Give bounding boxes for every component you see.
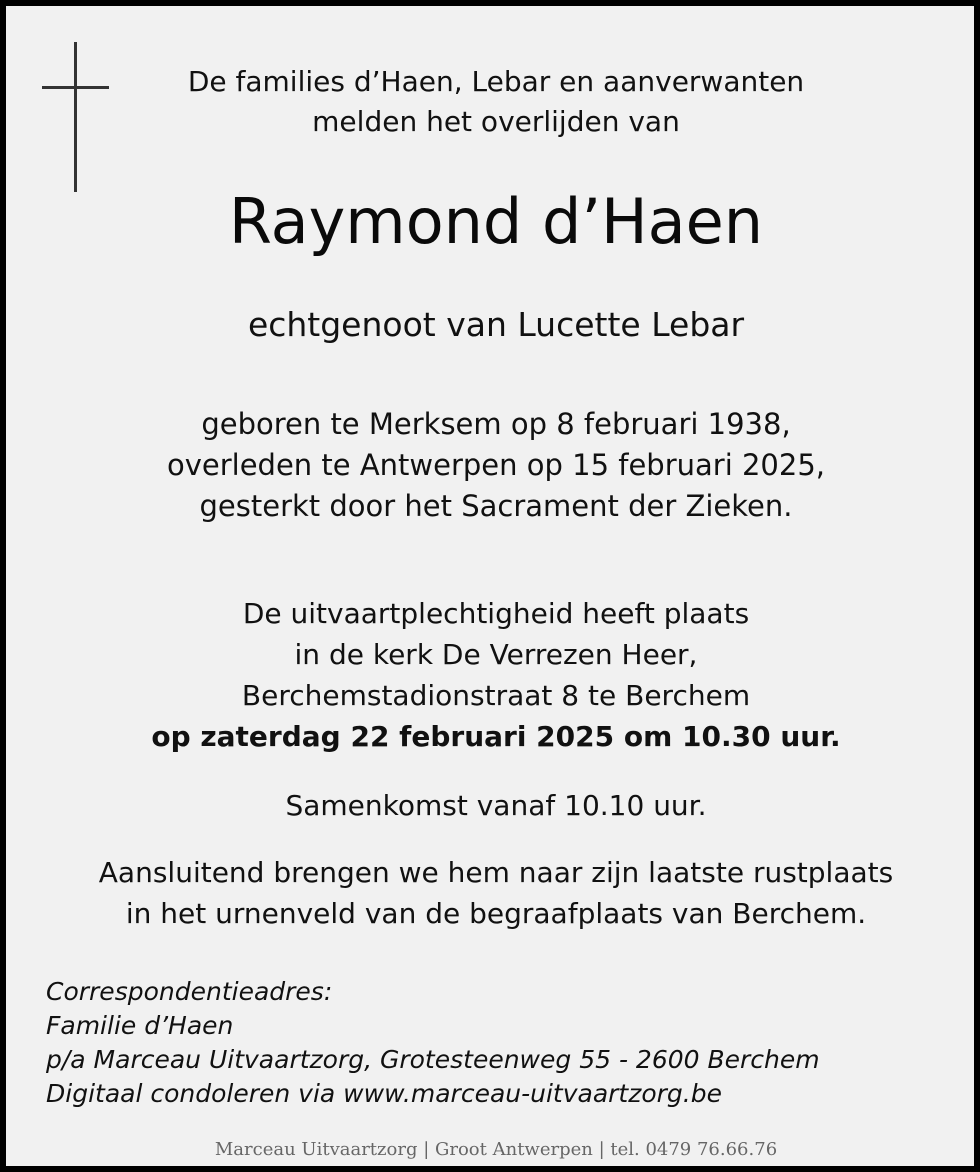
correspondence-family: Familie d’Haen [46,1011,234,1040]
dates-line: overleden te Antwerpen op 15 februari 2025, [166,448,825,482]
intro-line: melden het overlijden van [312,105,680,138]
burial-line: in het urnenveld van de begraafplaats van Berchem. [125,897,867,930]
dates-line: gesterkt door het Sacrament der Zieken. [199,489,793,523]
deceased-name: Raymond d’Haen [228,185,764,258]
correspondence-address: p/a Marceau Uitvaartzorg, Grotesteenweg 55 - 2600 Berchem [46,1045,820,1074]
intro-text [6,62,980,142]
intro-line: De families d’Haen, Lebar en aanverwanten [187,65,805,98]
correspondence-block [46,975,966,1111]
dates-line: geboren te Merksem op 8 februari 1938, [201,407,791,441]
spouse-line: echtgenoot van Lucette Lebar [247,305,745,344]
correspondence-heading: Correspondentieadres: [46,977,333,1006]
funeral-home-footer: Marceau Uitvaartzorg | Groot Antwerpen | tel. 0479 76.66.76 [214,1139,778,1160]
funeral-line: Berchemstadionstraat 8 te Berchem [241,679,751,712]
condolence-website: Digitaal condoleren via www.marceau-uitvaartzorg.be [46,1079,723,1108]
life-dates [6,404,980,527]
gathering-time: Samenkomst vanaf 10.10 uur. [285,789,707,822]
funeral-details [6,593,980,757]
funeral-date-time: op zaterdag 22 februari 2025 om 10.30 uur. [151,720,841,753]
burial-details [6,852,980,934]
burial-line: Aansluitend brengen we hem naar zijn laatste rustplaats [98,856,894,889]
funeral-line: in de kerk De Verrezen Heer, [294,638,698,671]
funeral-line: De uitvaartplechtigheid heeft plaats [242,597,750,630]
